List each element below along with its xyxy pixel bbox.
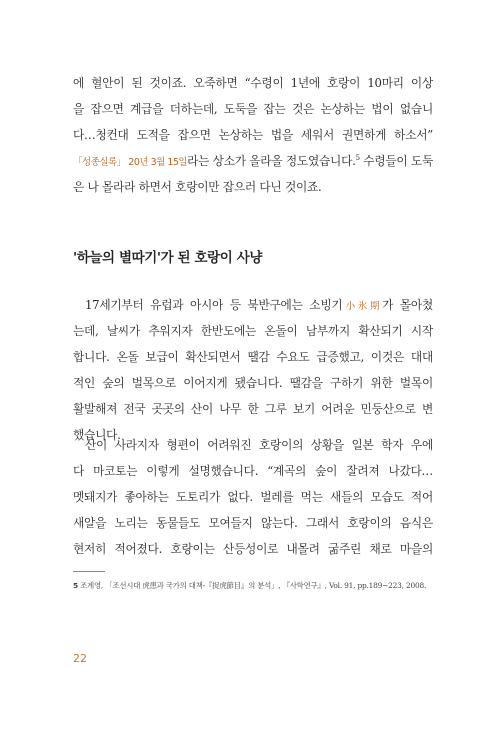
footnote <box>73 580 453 591</box>
source-citation: 「성종실록」 20년 3월 15일 <box>73 157 188 168</box>
footnote-marker: 5 <box>355 154 360 163</box>
text-line: 멧돼지가 좋아하는 도토리가 없다. 벌레를 먹는 새들의 모습도 적어 <box>73 490 433 504</box>
text-line <box>73 148 433 174</box>
footnote-divider <box>73 571 105 572</box>
text-line: 새알을 노리는 동물들도 모여들지 않는다. 그래서 호랑이의 음식은 <box>73 516 433 530</box>
text-line: 적인 숲의 벌목으로 이어지게 됐습니다. 땔감을 구하기 위한 벌목이 <box>73 376 433 390</box>
footnote-number: 5 <box>73 581 78 590</box>
page-number: 22 <box>73 652 87 665</box>
text-line: 현저히 적어졌다. 호랑이는 산등성이로 내몰려 굶주린 채로 마을의 <box>73 542 433 556</box>
text-line: 는데, 날씨가 추워지자 한반도에는 온돌이 남부까지 확산되기 시작 <box>73 324 433 338</box>
text-line: 다…청컨대 도적을 잡으면 논상하는 법을 세워서 권면하게 하소서” <box>73 128 433 142</box>
footnote-text: 조계영, 「조선시대 虎患과 국가의 대책-『捉虎節目』의 분석」, 『사학연구』, Vol. 91, pp.189~223, 2008. <box>77 581 427 590</box>
text-line: 다 마코토는 이렇게 설명했습니다. “계곡의 숲이 잘려져 나갔다… <box>73 464 433 478</box>
text-line: 합니다. 온돌 보급이 확산되면서 땔감 수요도 급증했고, 이것은 대대 <box>73 350 433 364</box>
text-segment: 17세기부터 유럽과 아시아 등 북반구에는 소빙기 <box>85 298 343 312</box>
paragraph-1 <box>73 70 433 200</box>
section-heading: '하늘의 별따기'가 된 호랑이 사냥 <box>73 250 262 266</box>
paragraph-2 <box>73 292 433 448</box>
text-segment: 라는 상소가 올라올 정도였습니다. <box>187 154 356 168</box>
text-line: 에 혈안이 된 것이죠. 오죽하면 “수령이 1년에 호랑이 10마리 이상 <box>73 76 433 90</box>
text-segment: 수령들이 도둑 <box>359 154 433 168</box>
text-line: 은 나 몰라라 하면서 호랑이만 잡으러 다닌 것이죠. <box>73 180 322 194</box>
paragraph-3 <box>73 432 433 562</box>
text-segment: 가 몰아쳤 <box>382 298 433 312</box>
hanja-annotation: 小氷期 <box>342 301 383 312</box>
text-line <box>73 292 433 318</box>
text-line: 산이 사라지자 형편이 어려워진 호랑이의 상황을 일본 학자 우에 <box>85 438 433 452</box>
text-line: 활발해져 전국 곳곳의 산이 나무 한 그루 보기 어려운 민둥산으로 변 <box>73 402 433 416</box>
text-line: 을 잡으면 계급을 더하는데, 도둑을 잡는 것은 논상하는 법이 없습니 <box>73 102 433 116</box>
text-line: 했습니다. <box>73 428 121 442</box>
